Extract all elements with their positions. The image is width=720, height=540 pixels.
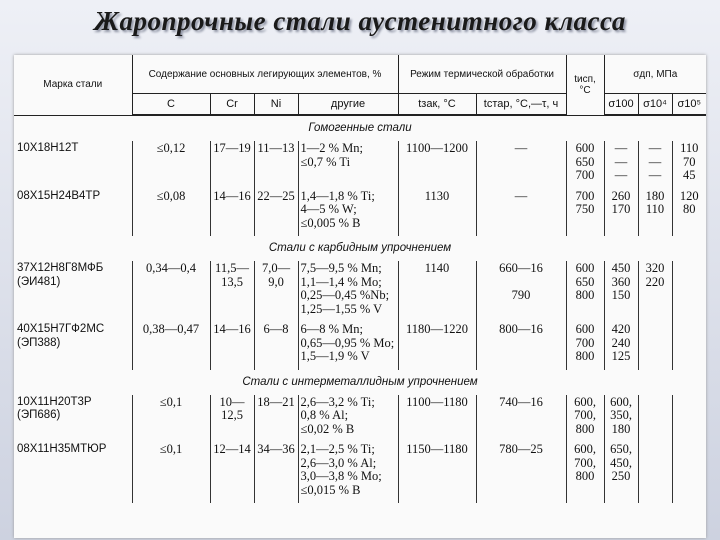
cell-t-test: 600 650 700 xyxy=(566,141,604,189)
cell-t-quench: 1130 xyxy=(398,189,476,237)
cell-t-quench: 1150—1180 xyxy=(398,442,476,503)
header-ni: Ni xyxy=(254,94,298,116)
cell-t-test: 600, 700, 800 xyxy=(566,442,604,503)
table-row xyxy=(14,189,706,237)
header-sigma-10-5: σ10⁵ xyxy=(672,94,706,116)
cell-sigma-10-4: — — — xyxy=(638,141,672,189)
cell-other: 2,6—3,2 % Ti; 0,8 % Al; ≤0,02 % B xyxy=(298,395,398,443)
header-cr: Cr xyxy=(210,94,254,116)
steel-properties-table xyxy=(14,55,706,503)
table-row xyxy=(14,141,706,189)
cell-t-quench: 1140 xyxy=(398,261,476,322)
header-sigma-dp: σдп, МПа xyxy=(604,55,706,94)
cell-other: 2,1—2,5 % Ti; 2,6—3,0 % Al; 3,0—3,8 % Mo; ≤0,015 % B xyxy=(298,442,398,503)
cell-sigma-10-4: 180 110 xyxy=(638,189,672,237)
cell-other: 7,5—9,5 % Mn; 1,1—1,4 % Mo; 0,25—0,45 %Nb; 1,25—1,55 % V xyxy=(298,261,398,322)
steel-grade: 08Х15Н24В4ТР xyxy=(14,189,132,237)
cell-t-age: — xyxy=(476,141,566,189)
table-row xyxy=(14,261,706,322)
header-sigma-10-4: σ10⁴ xyxy=(638,94,672,116)
cell-sigma-10-5: 120 80 xyxy=(679,188,699,216)
cell-cr: 12—14 xyxy=(210,442,254,503)
cell-t-test: 700 750 xyxy=(566,189,604,237)
cell-cr: 10— 12,5 xyxy=(210,395,254,443)
cell-t-age: 800—16 xyxy=(476,322,566,370)
cell-c: ≤0,12 xyxy=(132,141,210,189)
cell-sigma-100: 650, 450, 250 xyxy=(604,442,638,503)
cell-ni: 18—21 xyxy=(254,395,298,443)
cell-sigma-10-4: 320 220 xyxy=(638,261,672,322)
cell-t-quench: 1100—1200 xyxy=(398,141,476,189)
steel-grade: 10Х11Н20Т3Р (ЭП686) xyxy=(14,395,132,443)
steel-grade: 40Х15Н7ГФ2МС (ЭП388) xyxy=(14,322,132,370)
header-t-age: tстар, °C,—τ, ч xyxy=(476,94,566,116)
section-title-homogeneous: Гомогенные стали xyxy=(308,122,412,134)
cell-sigma-100: — — — xyxy=(604,141,638,189)
cell-sigma-100: 420 240 125 xyxy=(604,322,638,370)
cell-cr: 14—16 xyxy=(210,322,254,370)
table-row xyxy=(14,442,706,503)
cell-sigma-10-5 xyxy=(672,442,706,503)
cell-sigma-100: 450 360 150 xyxy=(604,261,638,322)
header-grade: Марка стали xyxy=(14,55,132,115)
table-row xyxy=(14,395,706,443)
cell-c: 0,34—0,4 xyxy=(132,261,210,322)
header-other: другие xyxy=(298,94,398,116)
cell-sigma-10-5 xyxy=(672,395,706,443)
steel-grade: 37Х12Н8Г8МФБ (ЭИ481) xyxy=(14,261,132,322)
cell-other: 1,4—1,8 % Ti; 4—5 % W; ≤0,005 % B xyxy=(298,189,398,237)
cell-t-age: 780—25 xyxy=(476,442,566,503)
cell-sigma-10-4 xyxy=(638,442,672,503)
cell-ni: 11—13 xyxy=(254,141,298,189)
steel-grade: 10Х18Н12Т xyxy=(14,141,132,189)
header-sigma-100: σ100 xyxy=(604,94,638,116)
header-heat-treatment: Режим термической обработки xyxy=(398,55,566,94)
cell-sigma-10-4 xyxy=(638,395,672,443)
cell-sigma-100: 260 170 xyxy=(604,189,638,237)
cell-c: ≤0,08 xyxy=(132,189,210,237)
cell-c: ≤0,1 xyxy=(132,442,210,503)
cell-c: 0,38—0,47 xyxy=(132,322,210,370)
header-t-test: tисп, °C xyxy=(566,55,604,115)
cell-sigma-100: 600, 350, 180 xyxy=(604,395,638,443)
header-composition: Содержание основных легирующих элементов, % xyxy=(132,55,398,94)
cell-cr: 17—19 xyxy=(210,141,254,189)
cell-ni: 34—36 xyxy=(254,442,298,503)
cell-t-age: — xyxy=(476,189,566,237)
cell-ni: 22—25 xyxy=(254,189,298,237)
cell-sigma-10-5 xyxy=(672,261,706,322)
cell-t-test: 600, 700, 800 xyxy=(566,395,604,443)
cell-sigma-10-4 xyxy=(638,322,672,370)
cell-ni: 7,0— 9,0 xyxy=(254,261,298,322)
cell-other: 1—2 % Mn; ≤0,7 % Ti xyxy=(298,141,398,189)
table-row xyxy=(14,322,706,370)
cell-t-test: 600 650 800 xyxy=(566,261,604,322)
cell-cr: 11,5— 13,5 xyxy=(210,261,254,322)
cell-other: 6—8 % Mn; 0,65—0,95 % Mo; 1,5—1,9 % V xyxy=(298,322,398,370)
cell-t-age: 660—16 790 xyxy=(476,261,566,322)
header-c: C xyxy=(132,94,210,116)
cell-cr: 14—16 xyxy=(210,189,254,237)
cell-c: ≤0,1 xyxy=(132,395,210,443)
steel-table-sheet xyxy=(14,55,706,538)
cell-t-quench: 1100—1180 xyxy=(398,395,476,443)
section-title-carbide: Стали с карбидным упрочнением xyxy=(268,242,452,254)
cell-t-test: 600 700 800 xyxy=(566,322,604,370)
cell-t-age: 740—16 xyxy=(476,395,566,443)
steel-grade: 08Х11Н35МТЮР xyxy=(14,442,132,503)
cell-t-quench: 1180—1220 xyxy=(398,322,476,370)
cell-ni: 6—8 xyxy=(254,322,298,370)
cell-sigma-10-5 xyxy=(672,322,706,370)
section-title-intermetallic: Стали с интерметаллидным упрочнением xyxy=(242,375,478,388)
page-title: Жаропрочные стали аустенитного класса xyxy=(94,6,626,36)
header-t-quench: tзак, °C xyxy=(398,94,476,116)
cell-sigma-10-5: 110 70 45 xyxy=(680,141,699,182)
